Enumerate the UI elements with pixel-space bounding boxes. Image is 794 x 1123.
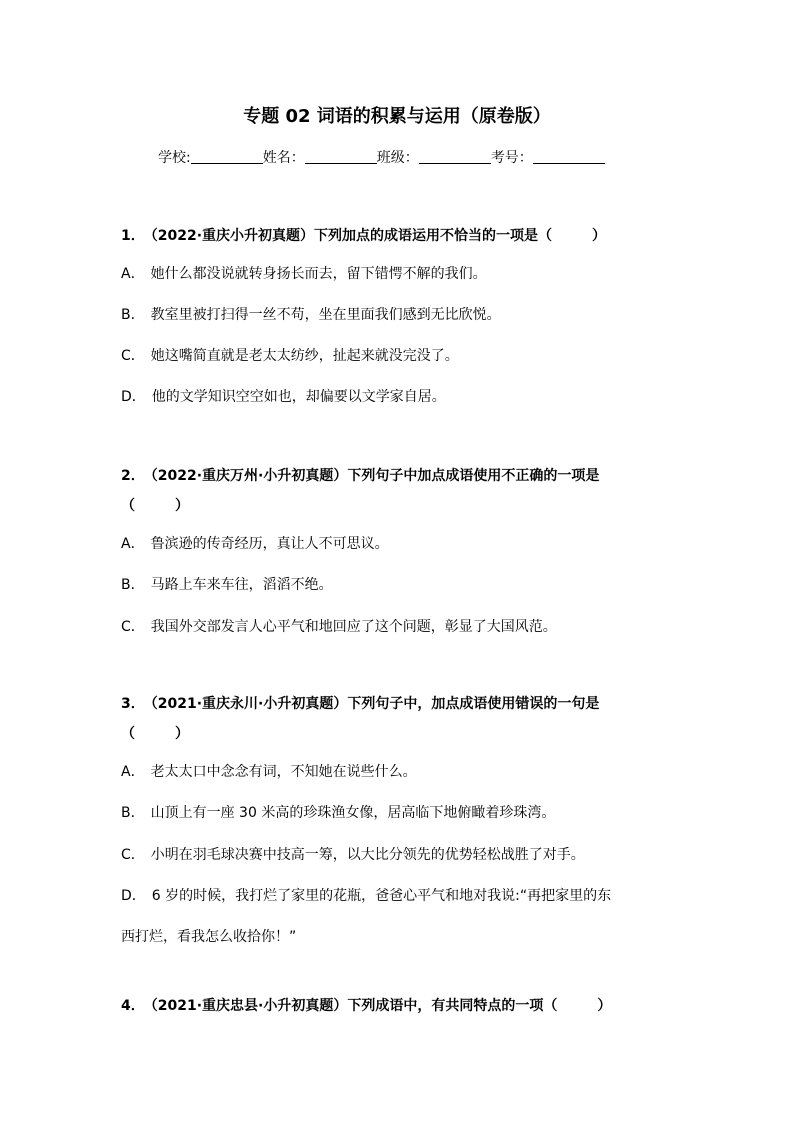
question-2-answer-paren: （ ） [121, 498, 189, 514]
option-2c: C． 我国外交部发言人心平气和地回应了这个问题，彰显了大国风范。 [121, 619, 557, 635]
option-3b: B． 山顶上有一座 30 米高的珍珠渔女像，居高临下地俯瞰着珍珠湾。 [121, 805, 556, 821]
option-1c: C． 她这嘴简直就是老太太纺纱，扯起来就没完没了。 [121, 348, 459, 364]
question-2 [121, 466, 599, 486]
exam-number-label: 考号： [490, 150, 533, 166]
page-title: 专题 02 词语的积累与运用（原卷版） [243, 106, 551, 127]
option-3d-continuation: 西打烂，看我怎么收拾你！” [121, 929, 297, 945]
option-1d: D． 他的文学知识空空如也，却偏要以文学家自居。 [121, 389, 446, 405]
class-label: 班级： [376, 150, 419, 166]
exam-number-blank [533, 148, 605, 164]
class-blank [419, 148, 491, 164]
question-number: 2． [121, 468, 145, 484]
question-number: 4． [121, 998, 145, 1014]
name-label: 姓名： [262, 150, 305, 166]
option-3d: D． 6 岁的时候，我打烂了家里的花瓶，爸爸心平气和地对我说:“再把家里的东 [121, 888, 612, 904]
question-1 [121, 226, 606, 246]
option-1a: A． 她什么都没说就转身扬长而去，留下错愕不解的我们。 [121, 266, 487, 282]
option-2b: B． 马路上车来车往，滔滔不绝。 [121, 577, 333, 593]
option-3c: C． 小明在羽毛球决赛中技高一筹，以大比分领先的优势轻松战胜了对手。 [121, 847, 585, 863]
school-blank [191, 148, 263, 164]
option-1b: B． 教室里被打扫得一丝不苟，坐在里面我们感到无比欣悦。 [121, 307, 501, 323]
student-info-line [158, 147, 605, 169]
question-stem: （2022·重庆万州·小升初真题）下列句子中加点成语使用不正确的一项是 [150, 468, 600, 484]
question-stem: （2021·重庆永川·小升初真题）下列句子中，加点成语使用错误的一句是 [150, 696, 600, 712]
question-3 [121, 694, 599, 714]
option-3a: A． 老太太口中念念有词，不知她在说些什么。 [121, 764, 417, 780]
question-4 [121, 996, 611, 1016]
question-3-answer-paren: （ ） [121, 726, 189, 742]
name-blank [305, 148, 377, 164]
question-number: 1． [121, 228, 145, 244]
school-label: 学校: [158, 150, 191, 166]
answer-paren-close: ） [592, 228, 607, 244]
option-2a: A． 鲁滨逊的传奇经历，真让人不可思议。 [121, 536, 389, 552]
question-stem: （2021·重庆忠县·小升初真题）下列成语中，有共同特点的一项（ [150, 998, 558, 1014]
question-stem: （2022·重庆小升初真题）下列加点的成语运用不恰当的一项是（ [150, 228, 553, 244]
answer-paren-close: ） [597, 998, 612, 1014]
question-number: 3． [121, 696, 145, 712]
